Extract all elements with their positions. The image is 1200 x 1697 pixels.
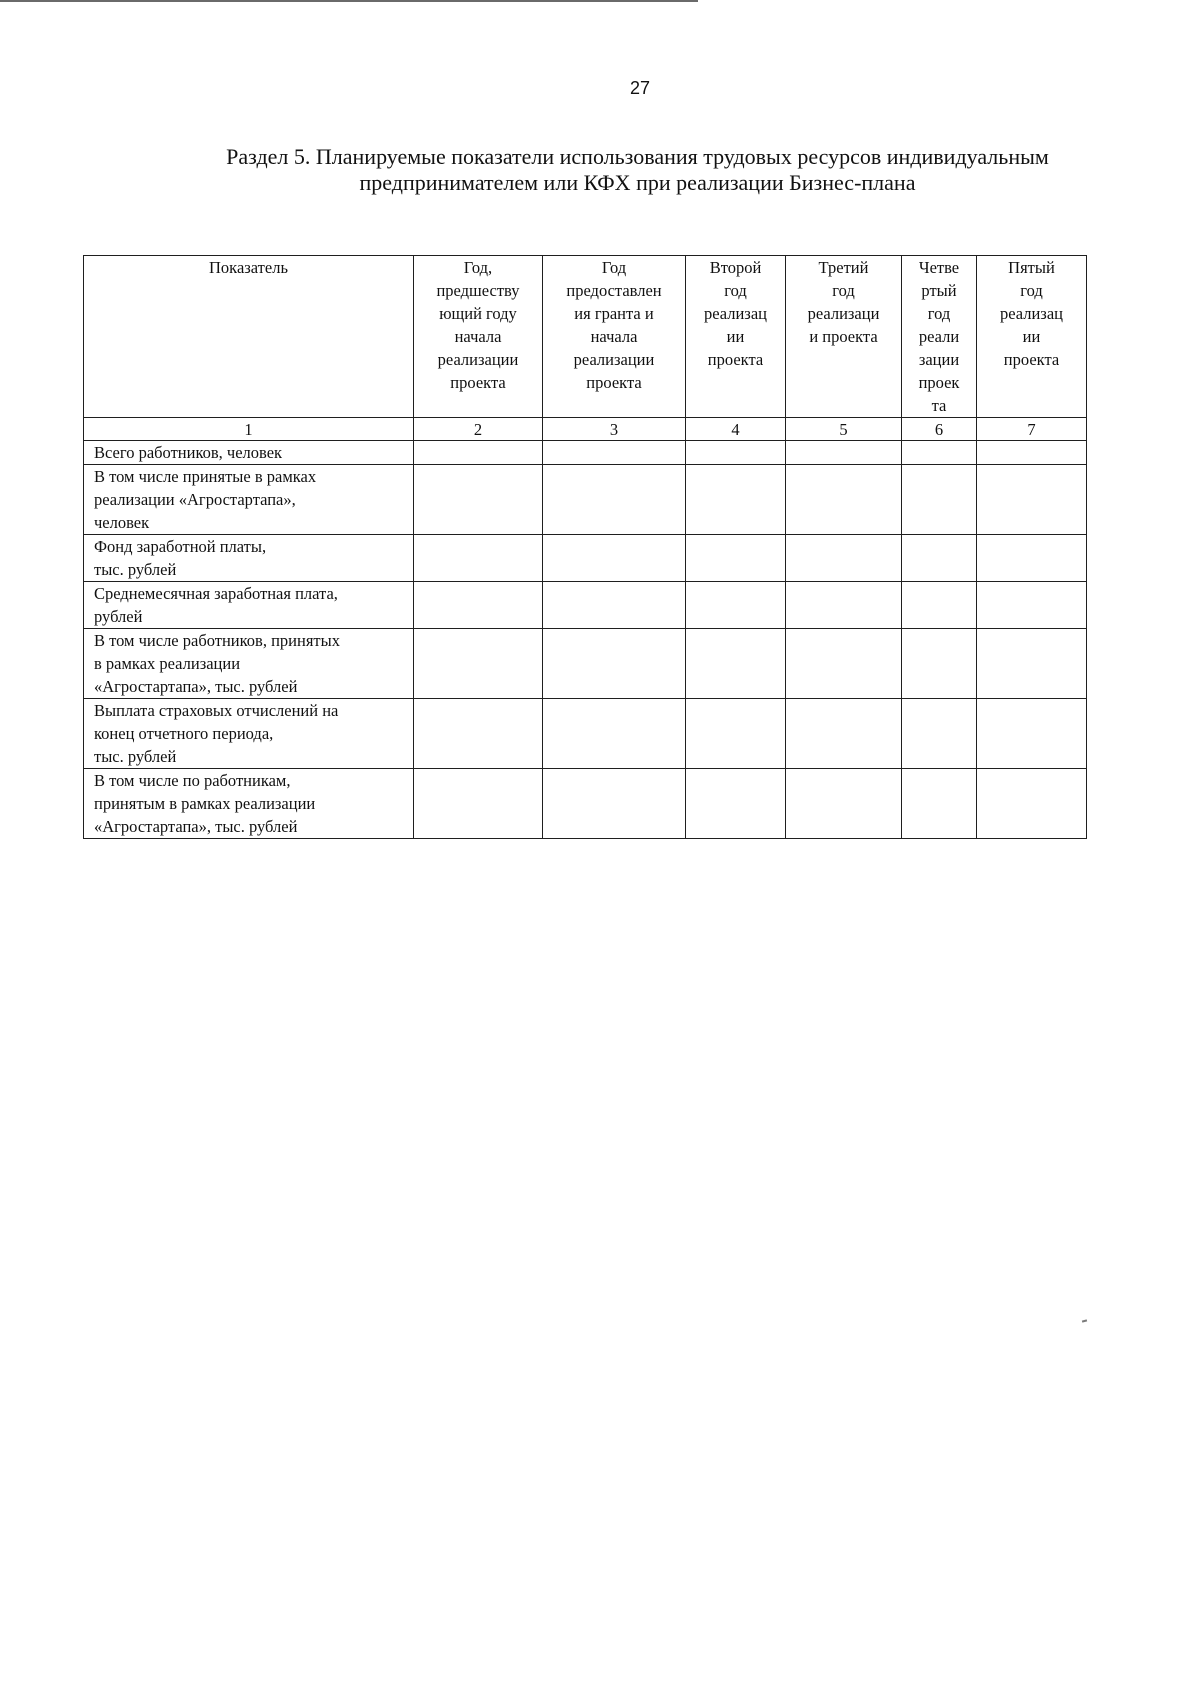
value-cell [902,535,977,582]
value-cell [543,699,686,769]
column-number-cell: 3 [543,418,686,441]
value-cell [977,535,1087,582]
column-number-cell: 2 [414,418,543,441]
value-cell [414,769,543,839]
value-cell [414,699,543,769]
value-cell [786,582,902,629]
table-row [84,441,1087,465]
value-cell [543,769,686,839]
value-cell [977,465,1087,535]
table-row [84,629,1087,699]
indicator-cell: В том числе работников, принятых в рамках реализации «Агростартапа», тыс. рублей [84,629,414,699]
value-cell [977,699,1087,769]
column-number-cell: 5 [786,418,902,441]
value-cell [543,629,686,699]
section-title-line-1: Раздел 5. Планируемые показатели использования трудовых ресурсов индивидуальным [226,144,1049,169]
value-cell [977,441,1087,465]
value-cell [686,769,786,839]
column-number-cell: 4 [686,418,786,441]
header-cell-grant-year: Год предоставлен ия гранта и начала реализации проекта [543,256,686,418]
value-cell [543,465,686,535]
table-row [84,535,1087,582]
value-cell [543,441,686,465]
section-title-line-2: предпринимателем или КФХ при реализации Бизнес-плана [359,170,916,195]
table-row [84,465,1087,535]
value-cell [414,535,543,582]
value-cell [686,629,786,699]
table-row [84,582,1087,629]
value-cell [902,441,977,465]
value-cell [786,441,902,465]
labor-resources-table [83,255,1087,839]
indicator-cell: Среднемесячная заработная плата, рублей [84,582,414,629]
value-cell [686,535,786,582]
header-cell-fifth-year: Пятый год реализац ии проекта [977,256,1087,418]
value-cell [414,465,543,535]
indicator-cell: Фонд заработной платы, тыс. рублей [84,535,414,582]
header-cell-previous-year: Год, предшеству ющий году начала реализации проекта [414,256,543,418]
value-cell [977,629,1087,699]
value-cell [414,582,543,629]
table-row [84,769,1087,839]
value-cell [686,699,786,769]
value-cell [902,582,977,629]
value-cell [786,629,902,699]
value-cell [902,629,977,699]
value-cell [543,535,686,582]
value-cell [786,769,902,839]
page-number: 27 [629,78,651,98]
header-cell-fourth-year: Четве ртый год реали зации проек та [902,256,977,418]
header-cell-second-year: Второй год реализац ии проекта [686,256,786,418]
top-divider-line [0,0,698,2]
indicator-cell: Выплата страховых отчислений на конец отчетного периода, тыс. рублей [84,699,414,769]
value-cell [786,699,902,769]
value-cell [977,582,1087,629]
value-cell [902,769,977,839]
table-header-row [84,256,1087,418]
value-cell [543,582,686,629]
value-cell [977,769,1087,839]
column-number-cell: 7 [977,418,1087,441]
value-cell [686,582,786,629]
scan-mark [1082,1319,1087,1322]
value-cell [902,465,977,535]
header-cell-third-year: Третий год реализаци и проекта [786,256,902,418]
value-cell [786,535,902,582]
value-cell [686,441,786,465]
value-cell [414,441,543,465]
header-cell-indicator: Показатель [84,256,414,418]
value-cell [686,465,786,535]
column-number-cell: 6 [902,418,977,441]
value-cell [786,465,902,535]
value-cell [414,629,543,699]
value-cell [902,699,977,769]
indicator-cell: В том числе по работникам, принятым в рамках реализации «Агростартапа», тыс. рублей [84,769,414,839]
section-title [150,144,1125,196]
table-row [84,699,1087,769]
indicator-cell: Всего работников, человек [84,441,414,465]
indicator-cell: В том числе принятые в рамках реализации «Агростартапа», человек [84,465,414,535]
column-number-cell: 1 [84,418,414,441]
table-column-number-row [84,418,1087,441]
